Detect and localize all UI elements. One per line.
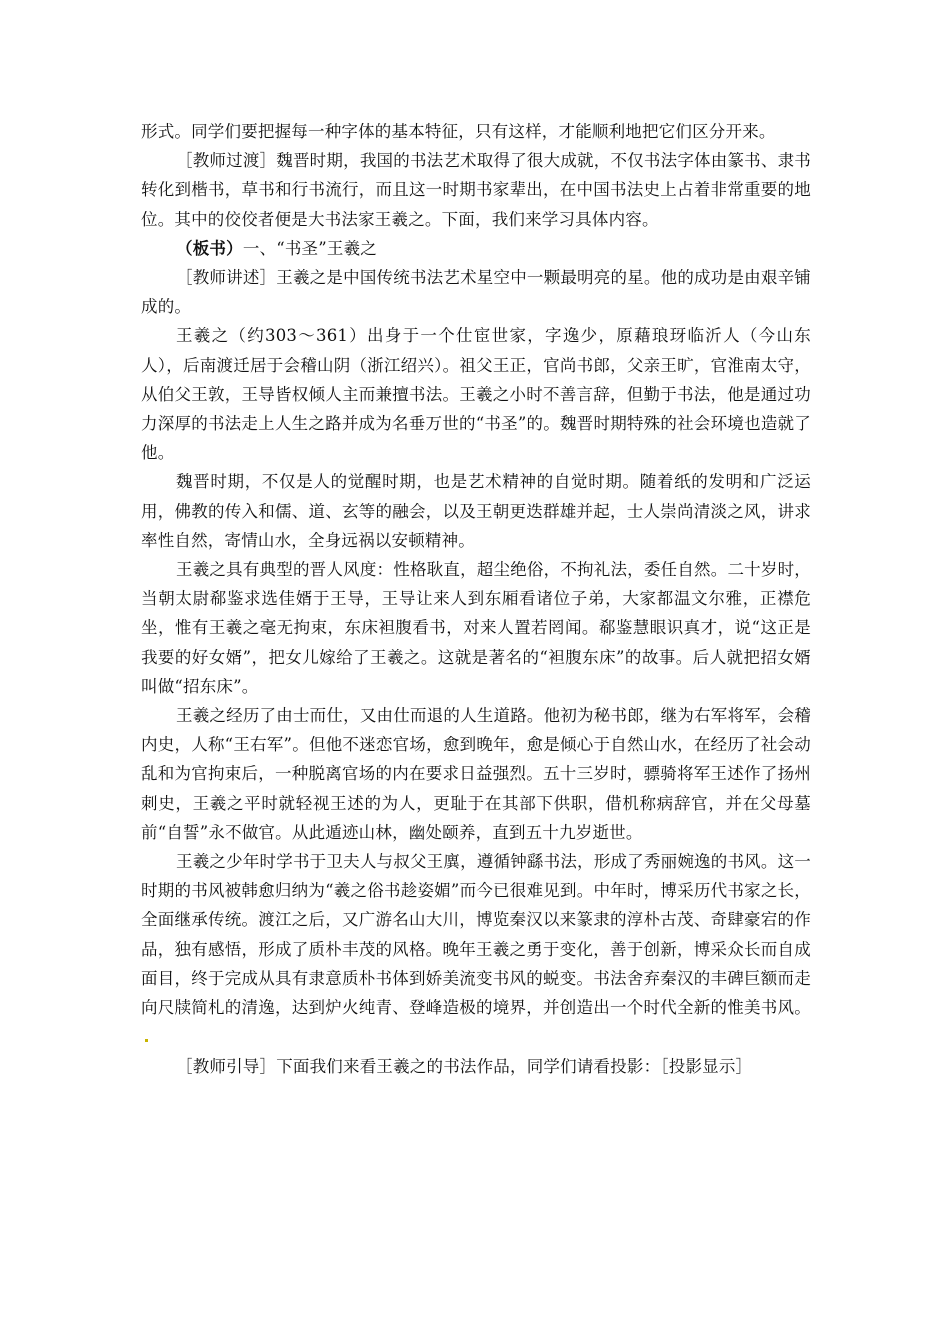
paragraph-biography: 王羲之（约303～361）出身于一个仕宦世家，字逸少，原藉琅玡临沂人（今山东人），后南渡迁居于会稽山阴（浙江绍兴）。祖父王正，官尚书郎，父亲王旷，官淮南太守，从伯父王敦，王导皆权倾人主而兼擅书法。王羲之小时不善言辞，但勤于书法，他是通过功力深厚的书法走上人生之路并成为名垂万世的“书圣”的。魏晋时期特殊的社会环境也造就了他。 xyxy=(141,326,811,463)
document-body xyxy=(141,117,811,1081)
paragraph-continuation: 形式。同学们要把握每一种字体的基本特征，只有这样，才能顺利地把它们区分开来。 xyxy=(141,122,776,141)
paragraph-board-heading xyxy=(141,234,811,263)
paragraph-career: 王羲之经历了由士而仕，又由仕而退的人生道路。他初为秘书郎，继为右军将军，会稽内史，人称“王右军”。但他不迷恋官场，愈到晚年，愈是倾心于自然山水，在经历了社会动乱和为官拘束后，一种脱离官场的内在要求日益强烈。五十三岁时，骠骑将军王述作了扬州刺史，王羲之平时就轻视王述的为人，更耻于在其部下供职，借机称病辞官，并在父母墓前“自誓”永不做官。从此遁迹山林，幽处颐养，直到五十九岁逝世。 xyxy=(141,706,811,842)
paragraph-teacher-narration: ［教师讲述］王羲之是中国传统书法艺术星空中一颗最明亮的星。他的成功是由艰辛铺成的。 xyxy=(141,268,811,317)
calligraphy-style-text: 王羲之少年时学书于卫夫人与叔父王廙，遵循钟繇书法，形成了秀丽婉逸的书风。这一时期的书风被韩愈归纳为“羲之俗书趁姿媚”而今已很难见到。中年时，博采历代书家之长，全面继承传统。渡江之后，又广游名山大川，博览秦汉以来篆隶的淳朴古茂、奇肆豪宕的作品，独有感悟，形成了质朴丰茂的风格。晚年王羲之勇于变化，善于创新，博采众长而自成面目，终于完成从具有隶意质朴书体到娇美流变书风的蜕变。书法舍弃秦汉的丰碑巨额而走向尺牍简札的清逸，达到炉火纯青、登峰造极的境界，并创造出一个时代全新的惟美书风。 xyxy=(141,852,811,1018)
stray-mark-dot xyxy=(145,1039,148,1042)
paragraph-jin-style: 王羲之具有典型的晋人风度：性格耿直，超尘绝俗，不拘礼法，委任自然。二十岁时，当朝太尉郗鉴求选佳婿于王导，王导让来人到东厢看诸位子弟，大家都温文尔雅，正襟危坐，惟有王羲之毫无拘束，东床袒腹看书，对来人置若罔闻。郗鉴慧眼识真才，说“这正是我要的好女婿”，把女儿嫁给了王羲之。这就是著名的“袒腹东床”的故事。后人就把招女婿叫做“招东床”。 xyxy=(141,560,811,696)
paragraph-calligraphy-style xyxy=(141,847,811,1051)
board-heading-text: 一、“书圣”王羲之 xyxy=(242,238,377,258)
paragraph-teacher-guidance: ［教师引导］下面我们来看王羲之的书法作品，同学们请看投影：［投影显示］ xyxy=(176,1056,753,1076)
paragraph-teacher-transition: ［教师过渡］魏晋时期，我国的书法艺术取得了很大成就，不仅书法字体由篆书、隶书转化到楷书，草书和行书流行，而且这一时期书家辈出，在中国书法史上占着非常重要的地位。其中的佼佼者便是大书法家王羲之。下面，我们来学习具体内容。 xyxy=(141,151,811,229)
paragraph-wei-jin-era: 魏晋时期，不仅是人的觉醒时期，也是艺术精神的自觉时期。随着纸的发明和广泛运用，佛教的传入和儒、道、玄等的融会，以及王朝更迭群雄并起，士人崇尚清淡之风，讲求率性自然，寄情山水，全身远祸以安顿精神。 xyxy=(141,472,811,550)
board-label: （板书） xyxy=(176,238,243,258)
